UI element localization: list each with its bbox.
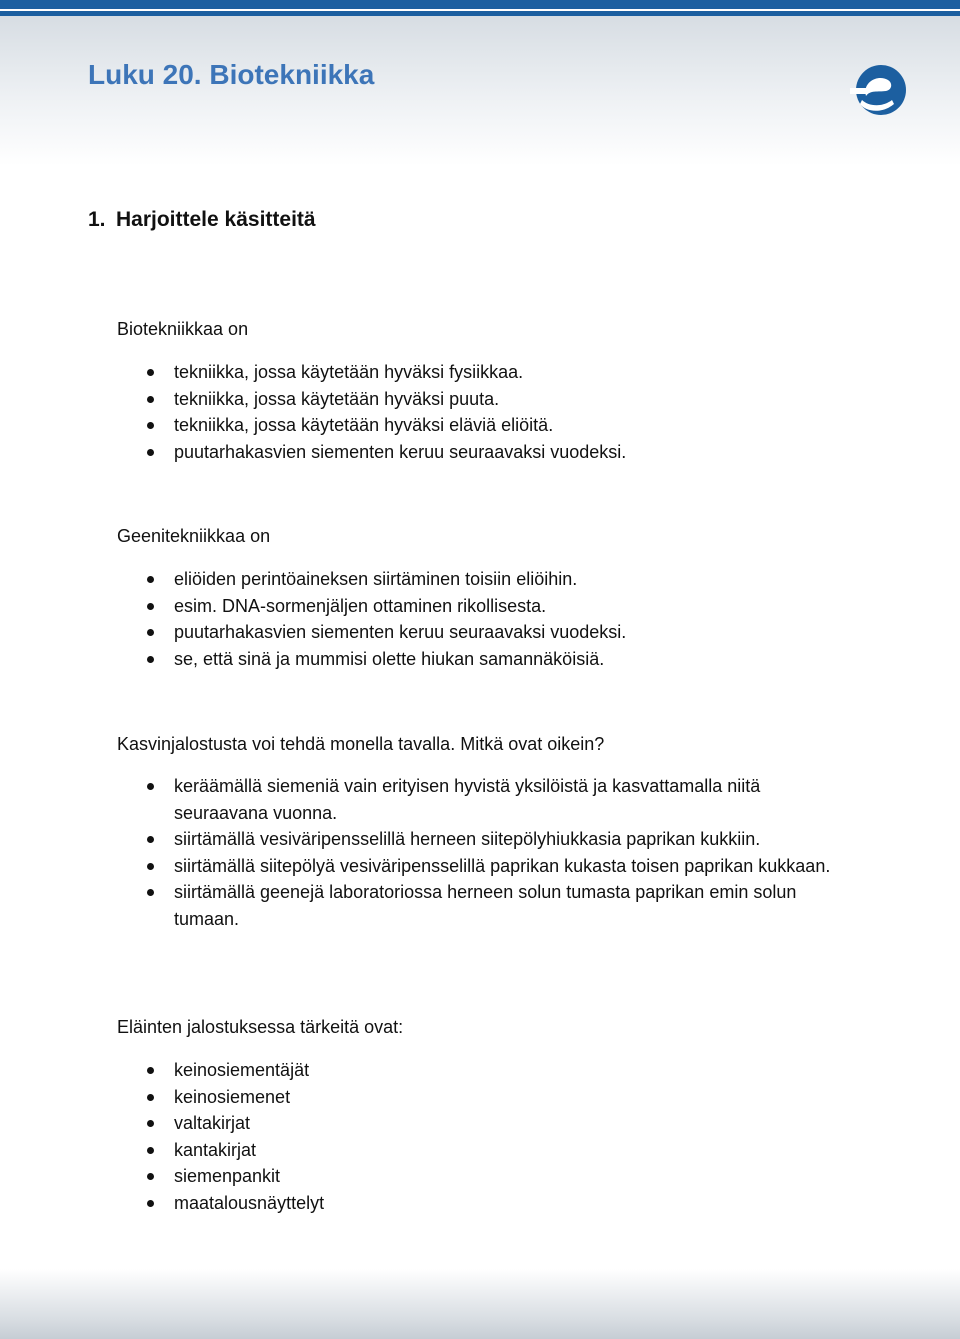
option-item[interactable] (117, 773, 857, 826)
bullet-icon (147, 1147, 154, 1154)
option-item[interactable] (117, 1137, 857, 1164)
option-text: puutarhakasvien siementen keruu seuraavaksi vuodeksi. (174, 441, 627, 462)
bullet-icon (147, 863, 154, 870)
option-text: siirtämällä vesiväripensselillä herneen siitepölyhiukkasia paprikan kukkiin. (174, 829, 761, 849)
option-text: valtakirjat (174, 1113, 251, 1133)
option-item[interactable] (117, 879, 857, 932)
bullet-icon (147, 836, 154, 843)
option-item[interactable] (117, 646, 857, 673)
option-text: keinosiemenet (174, 1086, 291, 1107)
option-text: siirtämällä geenejä laboratoriossa herneen solun tumasta paprikan emin solun tumaan. (174, 882, 797, 929)
question-prompt: Geenitekniikkaa on (117, 526, 271, 546)
option-text: eliöiden perintöaineksen siirtäminen toisiin eliöihin. (174, 569, 578, 589)
bullet-icon (147, 1094, 154, 1101)
bullet-icon (147, 1067, 154, 1074)
option-text: siemenpankit (174, 1166, 281, 1186)
footer-background (0, 1269, 960, 1339)
option-item[interactable] (117, 359, 857, 386)
option-text: puutarhakasvien siementen keruu seuraavaksi vuodeksi. (174, 622, 627, 642)
option-item[interactable] (117, 593, 857, 620)
option-item[interactable] (117, 1110, 857, 1137)
section-title: Harjoittele käsitteitä (116, 208, 316, 231)
option-item[interactable] (117, 619, 857, 646)
bullet-icon (147, 889, 154, 896)
option-item[interactable] (117, 566, 857, 593)
option-text: tekniikka, jossa käytetään hyväksi puuta. (174, 388, 500, 409)
option-text: siirtämällä siitepölyä vesiväripensselillä paprikan kukasta toisen paprikan kukkaan. (174, 855, 831, 876)
option-item[interactable] (117, 386, 857, 413)
option-item[interactable] (117, 412, 857, 439)
page-title: Luku 20. Biotekniikka (88, 59, 375, 90)
option-text: keräämällä siemeniä vain erityisen hyvistä yksilöistä ja kasvattamalla niitä seuraavana vuonna. (174, 776, 761, 823)
bullet-icon (147, 1200, 154, 1207)
bullet-icon (147, 576, 154, 583)
option-text: kantakirjat (174, 1139, 257, 1160)
option-list (117, 773, 857, 932)
option-list (117, 1057, 857, 1216)
bullet-icon (147, 603, 154, 610)
option-item[interactable] (117, 1057, 857, 1084)
option-text: se, että sinä ja mummisi olette hiukan samannäköisiä. (174, 648, 605, 669)
bullet-icon (147, 369, 154, 376)
bullet-icon (147, 656, 154, 663)
bullet-icon (147, 629, 154, 636)
option-item[interactable] (117, 1190, 857, 1217)
option-item[interactable] (117, 1084, 857, 1111)
option-list (117, 359, 857, 465)
section-heading (88, 206, 316, 234)
section-number: 1. (88, 208, 106, 231)
option-text: tekniikka, jossa käytetään hyväksi fysiikkaa. (174, 362, 524, 382)
option-text: maatalousnäyttelyt (174, 1192, 325, 1213)
e-logo-icon (848, 60, 910, 122)
question-prompt: Biotekniikkaa on (117, 319, 249, 339)
top-border-stripe (0, 0, 960, 16)
bullet-icon (147, 783, 154, 790)
bullet-icon (147, 396, 154, 403)
option-item[interactable] (117, 853, 857, 880)
question-prompt: Eläinten jalostuksessa tärkeitä ovat: (117, 1017, 404, 1037)
option-text: keinosiementäjät (174, 1060, 310, 1080)
question-prompt: Kasvinjalostusta voi tehdä monella tavalla. Mitkä ovat oikein? (117, 734, 605, 754)
option-item[interactable] (117, 1163, 857, 1190)
option-item[interactable] (117, 439, 857, 466)
bullet-icon (147, 422, 154, 429)
bullet-icon (147, 1173, 154, 1180)
bullet-icon (147, 449, 154, 456)
option-text: esim. DNA-sormenjäljen ottaminen rikollisesta. (174, 595, 547, 616)
bullet-icon (147, 1120, 154, 1127)
option-text: tekniikka, jossa käytetään hyväksi eläviä eliöitä. (174, 415, 554, 435)
option-list (117, 566, 857, 672)
option-item[interactable] (117, 826, 857, 853)
